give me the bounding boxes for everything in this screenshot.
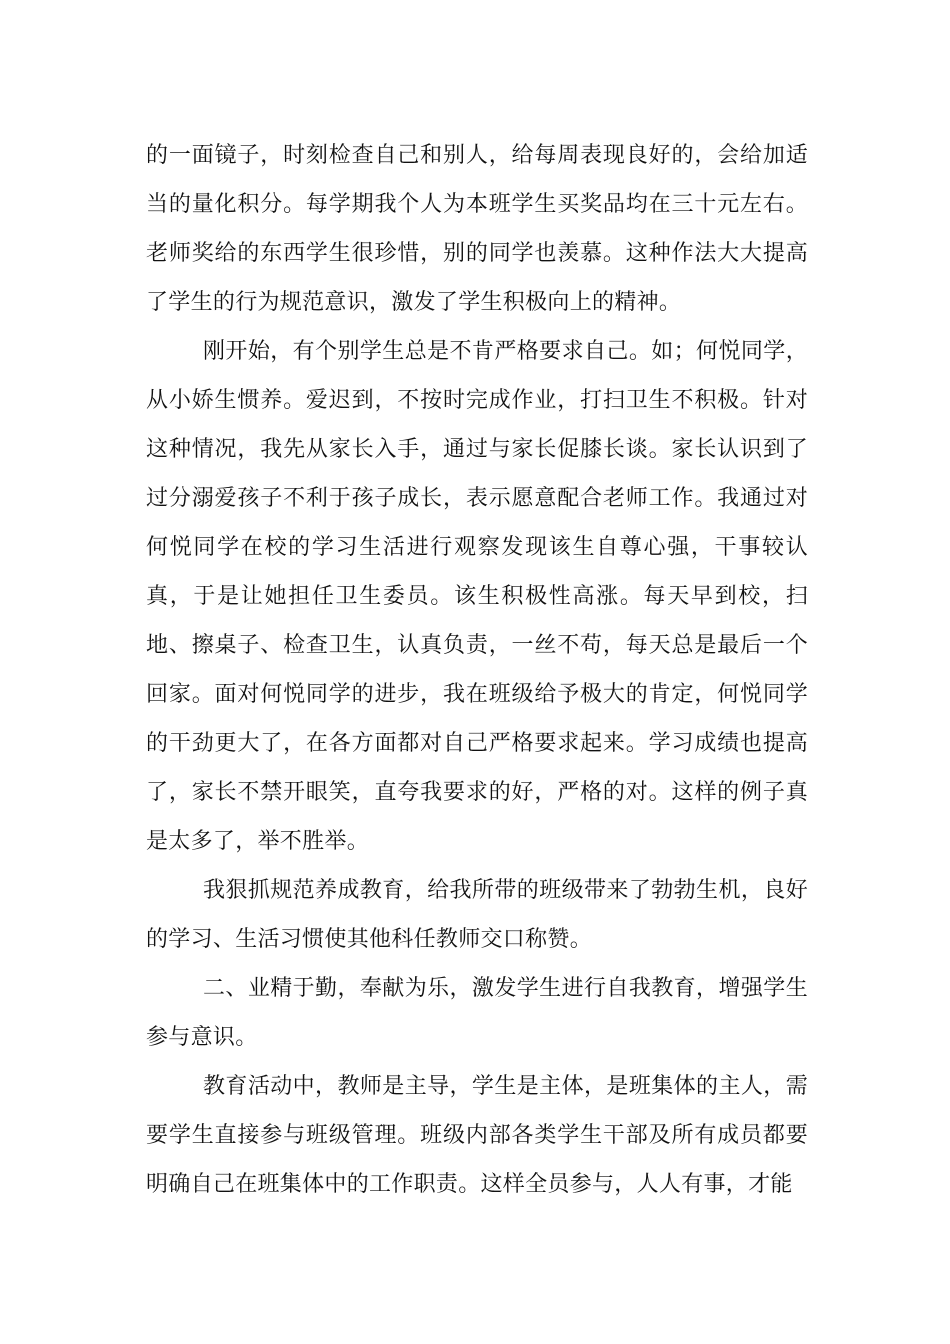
document-body <box>146 131 808 1209</box>
paragraph-2: 刚开始，有个别学生总是不肯严格要求自己。如；何悦同学，从小娇生惯养。爱迟到，不按时完成作业，打扫卫生不积极。针对这种情况，我先从家长入手，通过与家长促膝长谈。家长认识到了过分溺爱孩子不利于孩子成长，表示愿意配合老师工作。我通过对何悦同学在校的学习生活进行观察发现该生自尊心强，干事较认真，于是让她担任卫生委员。该生积极性高涨。每天早到校，扫地、擦桌子、检查卫生，认真负责，一丝不苟，每天总是最后一个回家。面对何悦同学的进步，我在班级给予极大的肯定，何悦同学的干劲更大了，在各方面都对自己严格要求起来。学习成绩也提高了，家长不禁开眼笑，直夸我要求的好，严格的对。这样的例子真是太多了，举不胜举。 <box>146 339 808 854</box>
paragraph-1: 的一面镜子，时刻检查自己和别人，给每周表现良好的，会给加适当的量化积分。每学期我个人为本班学生买奖品均在三十元左右。老师奖给的东西学生很珍惜，别的同学也羡慕。这种作法大大提高了学生的行为规范意识，激发了学生积极向上的精神。 <box>146 143 808 315</box>
paragraph-4-section-heading: 二、业精于勤，奉献为乐，激发学生进行自我教育，增强学生参与意识。 <box>146 976 808 1050</box>
paragraph-3: 我狠抓规范养成教育，给我所带的班级带来了勃勃生机，良好的学习、生活习惯使其他科任教师交口称赞。 <box>146 878 808 952</box>
paragraph-5: 教育活动中，教师是主导，学生是主体，是班集体的主人，需要学生直接参与班级管理。班级内部各类学生干部及所有成员都要明确自己在班集体中的工作职责。这样全员参与，人人有事，才能 <box>146 1074 808 1197</box>
